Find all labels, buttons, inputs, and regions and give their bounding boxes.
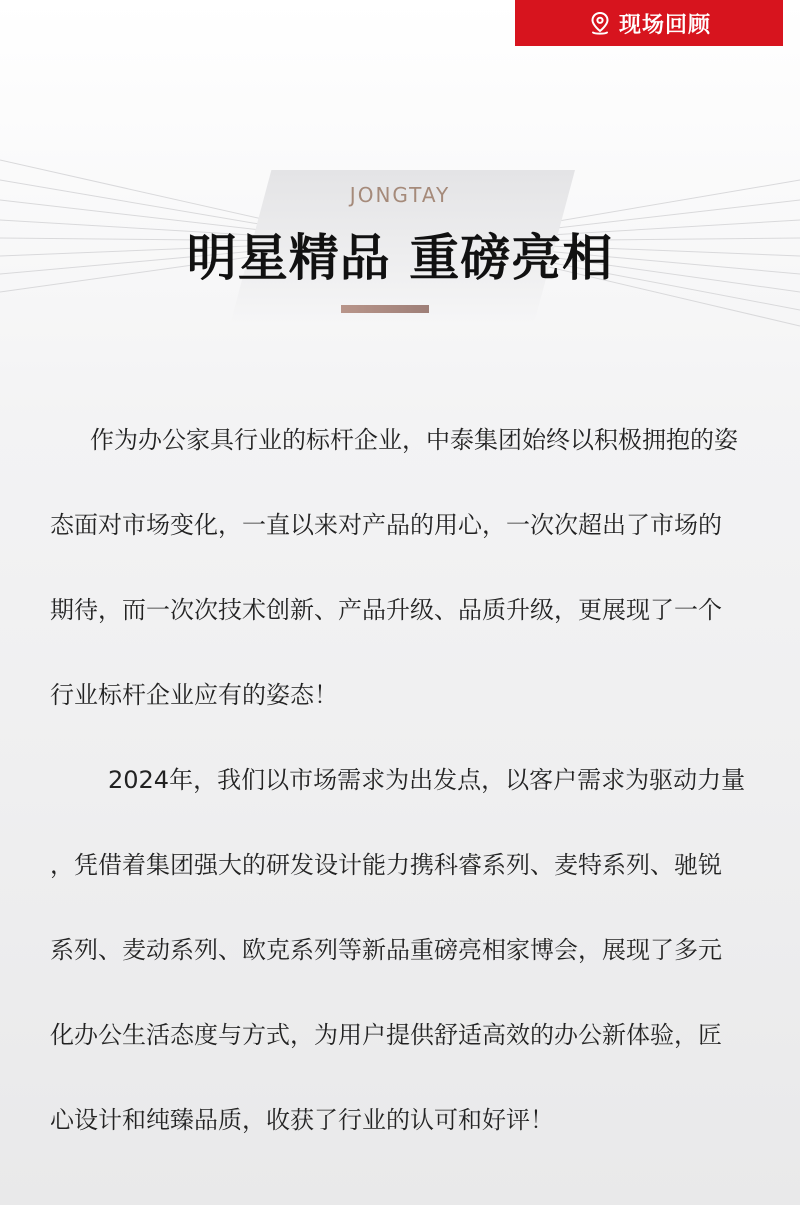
- title-underline-bar: [341, 305, 429, 313]
- badge-label: 现场回顾: [618, 12, 711, 38]
- paragraph-2-line-2: ，凭借着集团强大的研发设计能力携科睿系列、麦特系列、驰锐: [50, 851, 722, 879]
- paragraph-1-line-1: 作为办公家具行业的标杆企业，中泰集团始终以积极拥抱的姿: [90, 426, 738, 454]
- paragraph-2-line-3: 系列、麦动系列、欧克系列等新品重磅亮相家博会，展现了多元: [50, 936, 722, 964]
- live-review-badge[interactable]: [515, 0, 783, 46]
- paragraph-1-line-4: 行业标杆企业应有的姿态！: [50, 681, 338, 709]
- brand-name: JONGTAY: [349, 183, 451, 207]
- paragraph-1-line-3: 期待，而一次次技术创新、产品升级、品质升级，更展现了一个: [50, 596, 722, 624]
- location-pin-icon: [587, 10, 613, 36]
- page-title: 明星精品 重磅亮相: [186, 229, 614, 287]
- paragraph-2-line-5: 心设计和纯臻品质，收获了行业的认可和好评！: [50, 1106, 554, 1134]
- paragraph-2-line-1: 2024年，我们以市场需求为出发点，以客户需求为驱动力量: [108, 766, 746, 794]
- article-body: [50, 410, 760, 1175]
- paragraph-1-line-2: 态面对市场变化，一直以来对产品的用心，一次次超出了市场的: [50, 511, 722, 539]
- paragraph-2-line-4: 化办公生活态度与方式，为用户提供舒适高效的办公新体验，匠: [50, 1021, 722, 1049]
